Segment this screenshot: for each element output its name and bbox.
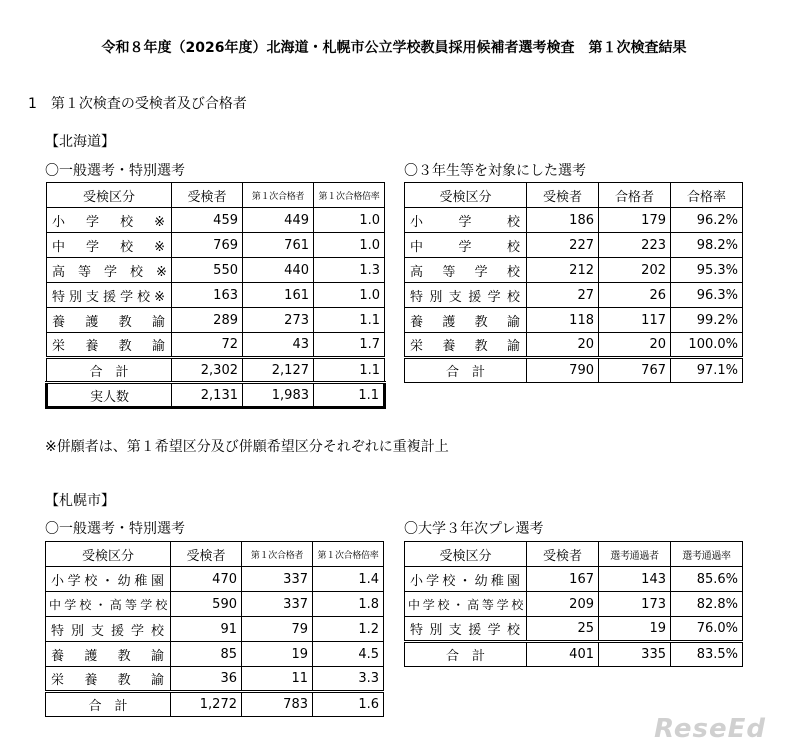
table-header-row xyxy=(46,542,384,567)
cell-rate: 100.0% xyxy=(671,333,743,358)
sapporo-pre-caption: 〇大学３年次プレ選考 xyxy=(404,521,544,537)
table-row xyxy=(46,617,384,642)
header-rate: 選考通過率 xyxy=(671,542,743,567)
actual-label: 実人数 xyxy=(47,383,172,408)
cell-rate: 96.3% xyxy=(671,283,743,308)
cell-ratio: 1.3 xyxy=(314,258,385,283)
cell-passed: 440 xyxy=(243,258,314,283)
cell-ratio: 1.0 xyxy=(314,283,385,308)
cell-examinees: 289 xyxy=(172,308,243,333)
cell-passed: 761 xyxy=(243,233,314,258)
cell-examinees: 212 xyxy=(527,258,599,283)
row-label: 栄 養 教 諭 xyxy=(405,333,527,358)
cell-examinees: 769 xyxy=(172,233,243,258)
cell-examinees: 118 xyxy=(527,308,599,333)
table-row xyxy=(46,642,384,667)
cell-examinees: 20 xyxy=(527,333,599,358)
header-examinees: 受検者 xyxy=(171,542,242,567)
duplicate-count-note: ※併願者は、第１希望区分及び併願希望区分それぞれに重複計上 xyxy=(45,439,449,455)
total-passed: 767 xyxy=(599,358,671,383)
cell-examinees: 163 xyxy=(172,283,243,308)
cell-ratio: 1.1 xyxy=(314,308,385,333)
table-row xyxy=(405,567,743,592)
document-title: 令和８年度（2026年度）北海道・札幌市公立学校教員採用候補者選考検査 第１次検査結果 xyxy=(101,40,687,56)
sapporo-heading: 【札幌市】 xyxy=(45,493,115,509)
cell-passed: 202 xyxy=(599,258,671,283)
cell-passed: 223 xyxy=(599,233,671,258)
total-passed: 335 xyxy=(599,642,671,667)
header-ratio: 第１次合格倍率 xyxy=(314,183,385,208)
table-row xyxy=(46,567,384,592)
hokkaido-third-year-table xyxy=(404,182,743,383)
row-label: 小学校・幼稚園 xyxy=(405,567,527,592)
actual-count-row xyxy=(47,383,385,408)
row-label: 養 護 教 諭 xyxy=(405,308,527,333)
cell-passed: 161 xyxy=(243,283,314,308)
total-ratio: 1.6 xyxy=(313,692,384,717)
cell-passed: 173 xyxy=(599,592,671,617)
cell-passed: 26 xyxy=(599,283,671,308)
cell-rate: 98.2% xyxy=(671,233,743,258)
total-examinees: 401 xyxy=(527,642,599,667)
cell-passed: 19 xyxy=(242,642,313,667)
cell-examinees: 590 xyxy=(171,592,242,617)
row-label: 特別支援学校 xyxy=(405,617,527,642)
total-label: 合 計 xyxy=(47,358,172,383)
cell-ratio: 1.7 xyxy=(314,333,385,358)
table-row xyxy=(47,333,385,358)
header-passed: 合格者 xyxy=(599,183,671,208)
header-examinees: 受検者 xyxy=(527,542,599,567)
cell-examinees: 36 xyxy=(171,667,242,692)
table-row xyxy=(46,667,384,692)
table-row xyxy=(405,208,743,233)
header-category: 受検区分 xyxy=(405,183,527,208)
header-category: 受検区分 xyxy=(405,542,527,567)
total-label: 合 計 xyxy=(405,358,527,383)
actual-passed: 1,983 xyxy=(243,383,314,408)
cell-rate: 85.6% xyxy=(671,567,743,592)
cell-passed: 117 xyxy=(599,308,671,333)
cell-ratio: 1.8 xyxy=(313,592,384,617)
cell-examinees: 459 xyxy=(172,208,243,233)
table-row xyxy=(405,233,743,258)
cell-passed: 337 xyxy=(242,592,313,617)
cell-ratio: 1.2 xyxy=(313,617,384,642)
cell-passed: 449 xyxy=(243,208,314,233)
cell-passed: 20 xyxy=(599,333,671,358)
header-category: 受検区分 xyxy=(46,542,171,567)
cell-ratio: 1.4 xyxy=(313,567,384,592)
cell-passed: 273 xyxy=(243,308,314,333)
total-row xyxy=(405,358,743,383)
row-label: 高 等 学 校 ※ xyxy=(47,258,172,283)
total-examinees: 1,272 xyxy=(171,692,242,717)
table-header-row xyxy=(405,183,743,208)
header-ratio: 第１次合格倍率 xyxy=(313,542,384,567)
cell-ratio: 3.3 xyxy=(313,667,384,692)
cell-ratio: 4.5 xyxy=(313,642,384,667)
cell-rate: 76.0% xyxy=(671,617,743,642)
total-examinees: 2,302 xyxy=(172,358,243,383)
table-row xyxy=(47,283,385,308)
total-rate: 83.5% xyxy=(671,642,743,667)
row-label: 特別支援学校 xyxy=(405,283,527,308)
row-label: 高 等 学 校 xyxy=(405,258,527,283)
sapporo-general-table xyxy=(45,541,384,717)
cell-examinees: 167 xyxy=(527,567,599,592)
header-category: 受検区分 xyxy=(47,183,172,208)
cell-examinees: 227 xyxy=(527,233,599,258)
cell-passed: 43 xyxy=(243,333,314,358)
row-label: 中学校・高等学校 xyxy=(405,592,527,617)
row-label: 特別支援学校※ xyxy=(47,283,172,308)
cell-examinees: 25 xyxy=(527,617,599,642)
row-label: 特別支援学校 xyxy=(46,617,171,642)
cell-rate: 95.3% xyxy=(671,258,743,283)
table-row xyxy=(405,258,743,283)
cell-examinees: 27 xyxy=(527,283,599,308)
row-label: 中 学 校 ※ xyxy=(47,233,172,258)
total-examinees: 790 xyxy=(527,358,599,383)
table-row xyxy=(47,308,385,333)
total-row xyxy=(47,358,385,383)
hokkaido-general-table xyxy=(45,182,386,409)
header-passed: 第１次合格者 xyxy=(243,183,314,208)
cell-passed: 79 xyxy=(242,617,313,642)
total-label: 合 計 xyxy=(46,692,171,717)
table-row xyxy=(405,308,743,333)
table-row xyxy=(47,233,385,258)
sapporo-pre-table xyxy=(404,541,743,667)
cell-examinees: 209 xyxy=(527,592,599,617)
header-examinees: 受検者 xyxy=(527,183,599,208)
row-label: 養 護 教 諭 xyxy=(47,308,172,333)
total-label: 合 計 xyxy=(405,642,527,667)
cell-examinees: 91 xyxy=(171,617,242,642)
cell-passed: 143 xyxy=(599,567,671,592)
total-passed: 2,127 xyxy=(243,358,314,383)
total-passed: 783 xyxy=(242,692,313,717)
row-label: 養 護 教 諭 xyxy=(46,642,171,667)
table-row xyxy=(405,283,743,308)
row-label: 小 学 校 xyxy=(405,208,527,233)
cell-ratio: 1.0 xyxy=(314,233,385,258)
cell-examinees: 85 xyxy=(171,642,242,667)
table-row xyxy=(405,592,743,617)
watermark-logo: ReseEd xyxy=(654,714,766,744)
cell-examinees: 470 xyxy=(171,567,242,592)
table-row xyxy=(47,208,385,233)
row-label: 栄 養 教 諭 xyxy=(46,667,171,692)
header-passed: 選考通過者 xyxy=(599,542,671,567)
cell-rate: 99.2% xyxy=(671,308,743,333)
table-row xyxy=(405,333,743,358)
row-label: 中学校・高等学校 xyxy=(46,592,171,617)
row-label: 小学校・幼稚園 xyxy=(46,567,171,592)
row-label: 栄 養 教 諭 xyxy=(47,333,172,358)
cell-rate: 96.2% xyxy=(671,208,743,233)
total-ratio: 1.1 xyxy=(314,358,385,383)
cell-passed: 179 xyxy=(599,208,671,233)
hokkaido-general-caption: 〇一般選考・特別選考 xyxy=(45,163,185,179)
table-header-row xyxy=(47,183,385,208)
total-row xyxy=(405,642,743,667)
hokkaido-third-year-caption: 〇３年生等を対象にした選考 xyxy=(404,163,586,179)
cell-examinees: 72 xyxy=(172,333,243,358)
cell-passed: 11 xyxy=(242,667,313,692)
row-label: 中 学 校 xyxy=(405,233,527,258)
table-row xyxy=(46,592,384,617)
cell-rate: 82.8% xyxy=(671,592,743,617)
cell-passed: 19 xyxy=(599,617,671,642)
total-rate: 97.1% xyxy=(671,358,743,383)
hokkaido-heading: 【北海道】 xyxy=(45,134,115,150)
table-row xyxy=(405,617,743,642)
table-header-row xyxy=(405,542,743,567)
total-row xyxy=(46,692,384,717)
section-heading: 1 第１次検査の受検者及び合格者 xyxy=(28,96,247,112)
actual-ratio: 1.1 xyxy=(314,383,385,408)
cell-passed: 337 xyxy=(242,567,313,592)
header-passed: 第１次合格者 xyxy=(242,542,313,567)
header-examinees: 受検者 xyxy=(172,183,243,208)
cell-examinees: 550 xyxy=(172,258,243,283)
table-row xyxy=(47,258,385,283)
cell-ratio: 1.0 xyxy=(314,208,385,233)
row-label: 小 学 校 ※ xyxy=(47,208,172,233)
actual-examinees: 2,131 xyxy=(172,383,243,408)
header-rate: 合格率 xyxy=(671,183,743,208)
sapporo-general-caption: 〇一般選考・特別選考 xyxy=(45,521,185,537)
cell-examinees: 186 xyxy=(527,208,599,233)
